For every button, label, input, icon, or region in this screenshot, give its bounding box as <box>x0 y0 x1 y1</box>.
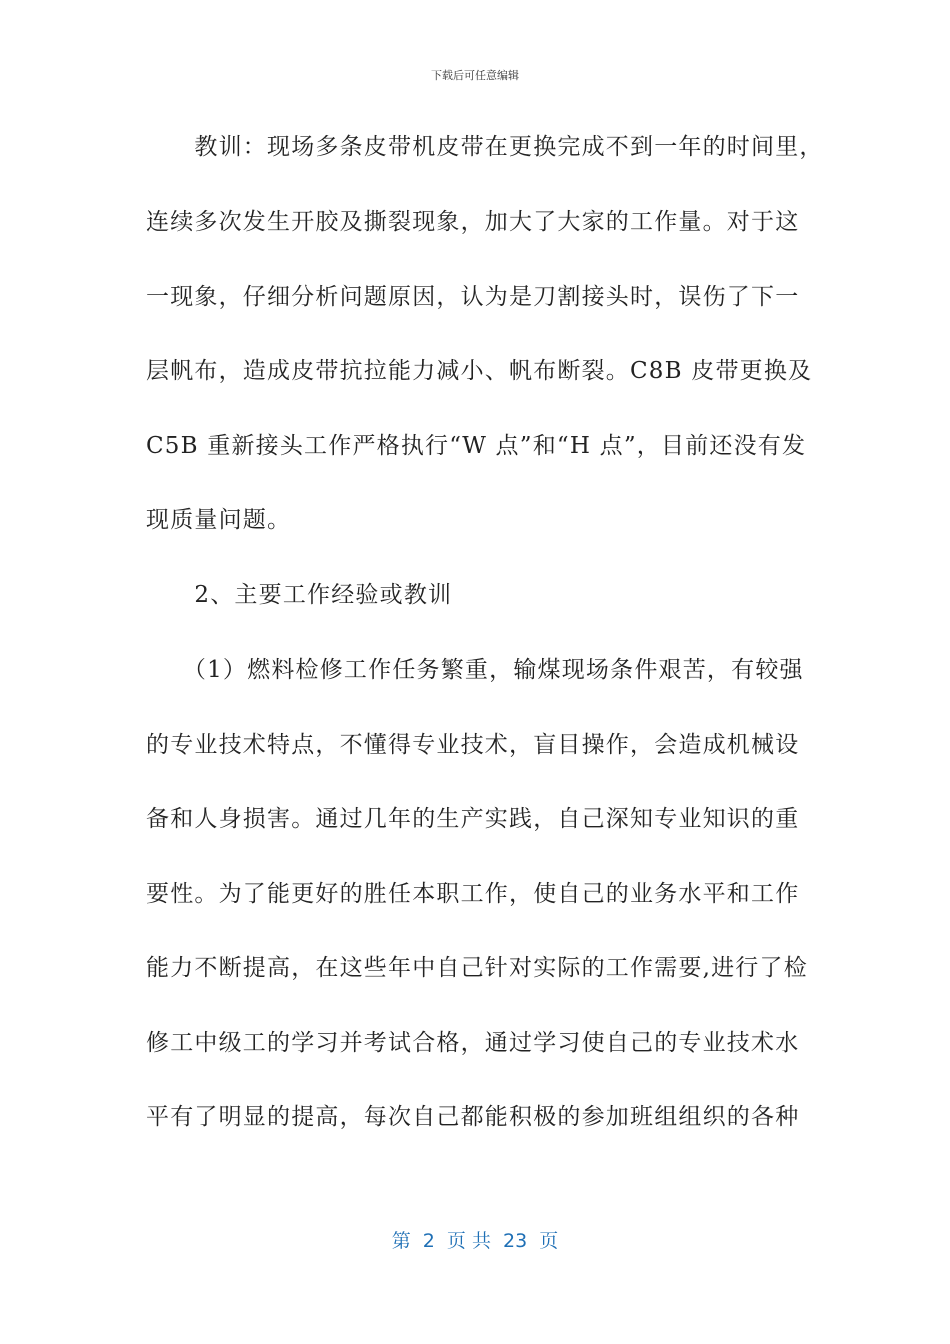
body-line: C5B 重新接头工作严格执行“W 点”和“H 点”，目前还没有发 <box>146 433 807 459</box>
section-heading: 2、主要工作经验或教训 <box>146 582 453 608</box>
body-line: 修工中级工的学习并考试合格，通过学习使自己的专业技术水 <box>146 1030 800 1056</box>
header-note: 下载后可任意编辑 <box>431 69 519 82</box>
body-line: 能力不断提高，在这些年中自己针对实际的工作需要,进行了检 <box>146 955 808 981</box>
body-line: 一现象，仔细分析问题原因，认为是刀割接头时，误伤了下一 <box>146 284 800 310</box>
body-line: 连续多次发生开胶及撕裂现象，加大了大家的工作量。对于这 <box>146 209 800 235</box>
body-line: 的专业技术特点，不懂得专业技术，盲目操作，会造成机械设 <box>146 732 800 758</box>
body-line: 要性。为了能更好的胜任本职工作，使自己的业务水平和工作 <box>146 881 800 907</box>
page-number-footer: 第 2 页 共 23 页 <box>391 1230 559 1252</box>
body-line: 教训：现场多条皮带机皮带在更换完成不到一年的时间里， <box>146 134 824 160</box>
body-line: 备和人身损害。通过几年的生产实践，自己深知专业知识的重 <box>146 806 800 832</box>
body-line: （1）燃料检修工作任务繁重，输煤现场条件艰苦，有较强 <box>146 657 804 683</box>
body-line: 现质量问题。 <box>146 507 292 533</box>
body-line: 平有了明显的提高，每次自己都能积极的参加班组组织的各种 <box>146 1104 800 1130</box>
body-line: 层帆布，造成皮带抗拉能力减小、帆布断裂。C8B 皮带更换及 <box>146 358 813 384</box>
